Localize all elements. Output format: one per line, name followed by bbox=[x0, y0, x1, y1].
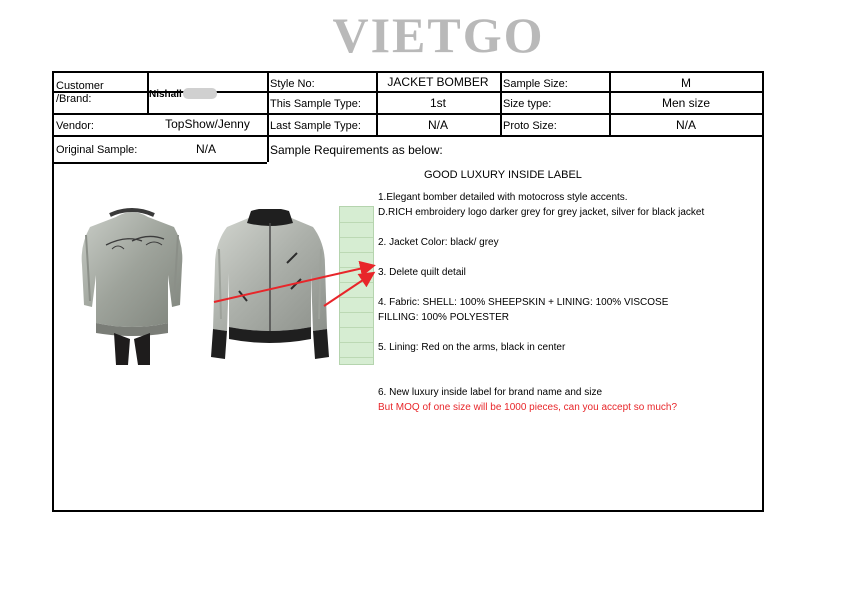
col-divider bbox=[267, 73, 269, 162]
sample-size-value: M bbox=[681, 76, 691, 90]
size-type-label: Size type: bbox=[503, 98, 552, 110]
requirements-heading: Sample Requirements as below: bbox=[270, 143, 443, 157]
annotation-arrows bbox=[200, 250, 390, 320]
row-divider bbox=[54, 113, 762, 115]
jacket-back-photo bbox=[76, 205, 188, 365]
requirement-line: 6. New luxury inside label for brand name and size bbox=[378, 387, 603, 398]
customer-label: Customer /Brand: bbox=[56, 80, 104, 105]
moq-note: But MOQ of one size will be 1000 pieces, can you accept so much? bbox=[378, 402, 678, 413]
vendor-label: Vendor: bbox=[56, 120, 94, 132]
requirement-line: D.RICH embroidery logo darker grey for grey jacket, silver for black jacket bbox=[378, 207, 705, 218]
original-sample-value: N/A bbox=[196, 142, 217, 156]
last-sample-type-value: N/A bbox=[427, 118, 448, 132]
style-no-value: JACKET BOMBER bbox=[387, 75, 489, 89]
requirement-line: 1.Elegant bomber detailed with motocross style accents. bbox=[378, 192, 628, 203]
requirement-line: 5. Lining: Red on the arms, black in center bbox=[378, 342, 566, 353]
vietgo-logo: VIETGO bbox=[332, 7, 545, 63]
requirement-line: 4. Fabric: SHELL: 100% SHEEPSKIN + LINING: 100% VISCOSE bbox=[378, 297, 669, 308]
sample-size-label: Sample Size: bbox=[503, 78, 568, 90]
customer-value: Nishall bbox=[149, 89, 182, 100]
vendor-value: TopShow/Jenny bbox=[165, 117, 250, 131]
size-type-value: Men size bbox=[661, 96, 711, 110]
original-sample-label: Original Sample: bbox=[56, 144, 138, 156]
style-no-label: Style No: bbox=[270, 78, 315, 90]
requirement-line: 3. Delete quilt detail bbox=[378, 267, 466, 278]
col-divider bbox=[500, 73, 502, 135]
requirement-line: 2. Jacket Color: black/ grey bbox=[378, 237, 499, 248]
last-sample-type-label: Last Sample Type: bbox=[270, 120, 361, 132]
this-sample-type-label: This Sample Type: bbox=[270, 98, 361, 110]
requirement-line: FILLING: 100% POLYESTER bbox=[378, 312, 509, 323]
row-divider bbox=[54, 135, 762, 137]
requirements-title: GOOD LUXURY INSIDE LABEL bbox=[424, 169, 582, 181]
proto-size-label: Proto Size: bbox=[503, 120, 557, 132]
row-divider bbox=[54, 162, 267, 164]
proto-size-value: N/A bbox=[675, 118, 696, 132]
this-sample-type-value: 1st bbox=[429, 96, 446, 110]
redacted-name-blur bbox=[183, 88, 217, 99]
